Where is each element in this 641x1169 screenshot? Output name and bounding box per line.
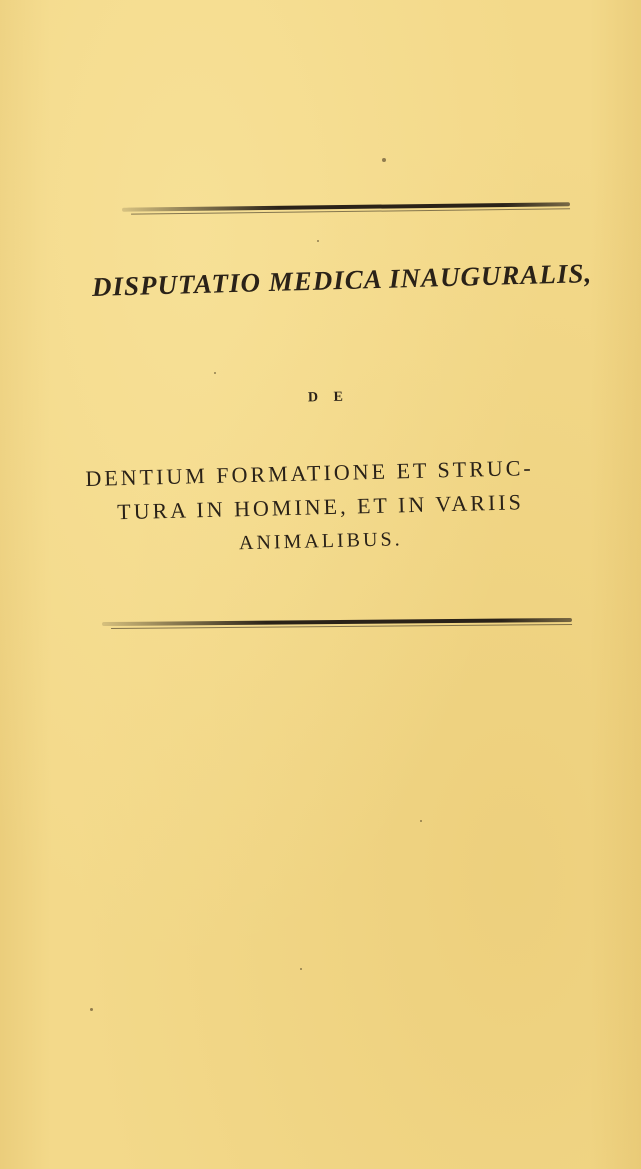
paper-speck: [90, 1008, 93, 1011]
subtitle-line-1: DENTIUM FORMATIONE ET STRUC-: [85, 455, 535, 491]
subtitle-line-3: ANIMALIBUS.: [238, 528, 403, 555]
preposition-de: D E: [307, 389, 350, 406]
document-subtitle: [85, 449, 607, 564]
top-rule: [122, 202, 570, 211]
paper-speck: [382, 158, 386, 162]
bottom-rule: [102, 618, 572, 626]
subtitle-line-2: TURA IN HOMINE, ET IN VARIIS: [116, 489, 525, 525]
document-title: DISPUTATIO MEDICA INAUGURALIS,: [91, 258, 593, 302]
paper-speck: [420, 820, 422, 822]
paper-speck: [300, 968, 302, 970]
paper-speck: [214, 372, 216, 374]
paper-speck: [317, 240, 319, 242]
